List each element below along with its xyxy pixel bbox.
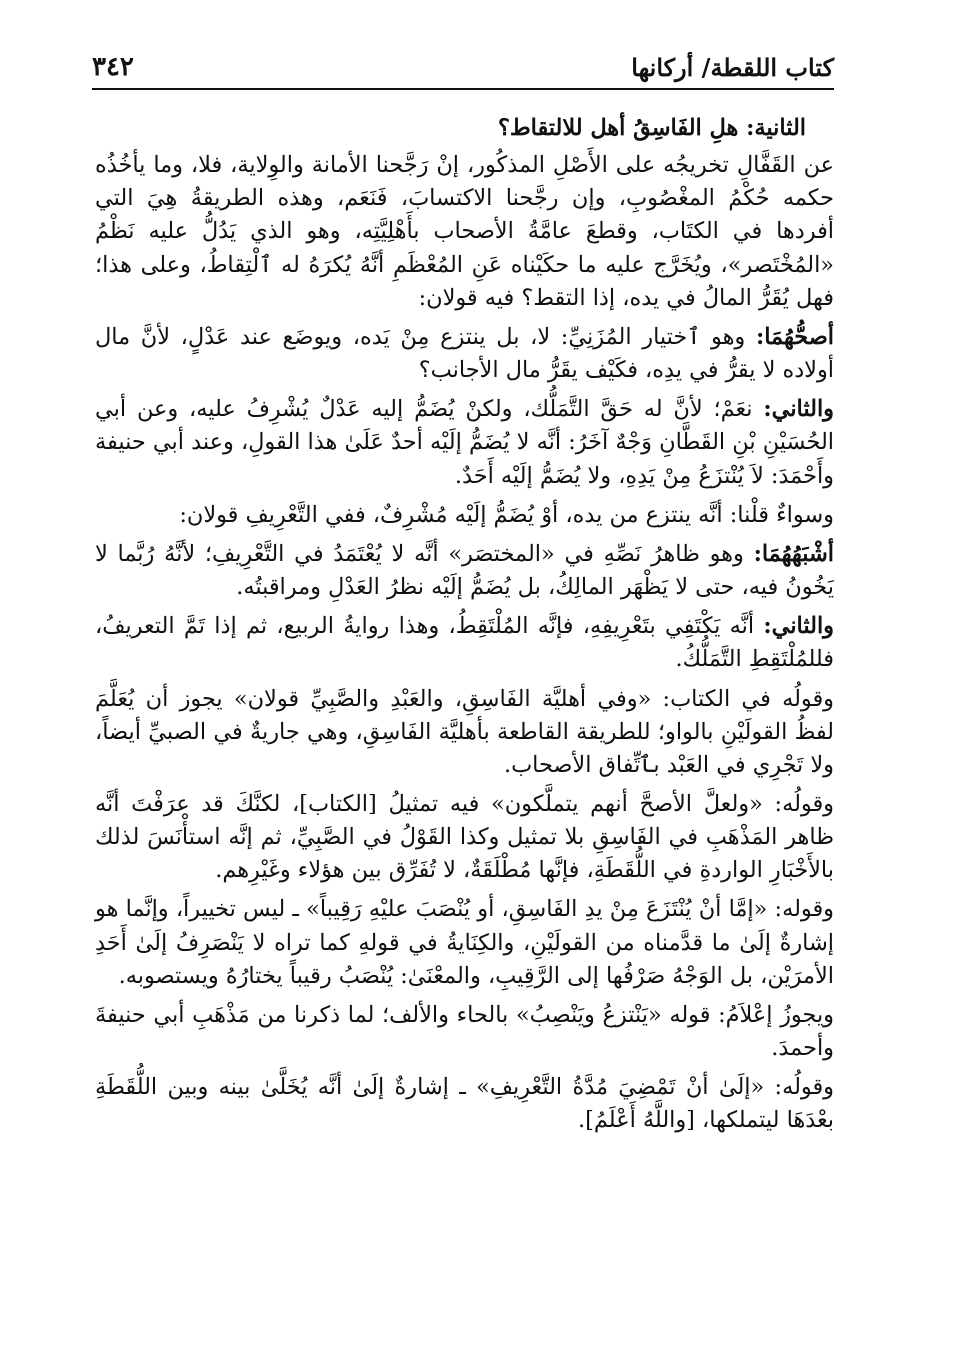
paragraph-text: ويجوزُ إعْلاَمُ: قوله «يَنْتزعُ ويَنْصِبُ» بالحاء والألف؛ لما ذكرنا من مَذْهَبِ أبي حنيفةَ وأحمدَ.	[95, 1001, 834, 1062]
heading-text: هلِ الفَاسِقُ أهل للالتقاط؟	[498, 115, 739, 141]
paragraph	[95, 538, 834, 604]
paragraph-text: وهو ٱختيار المُزَنِيِّ: لا، بل ينتزع مِنْ يَده، ويوضَع عند عَدْلٍ، لأنَّ مال أولاده لا يقرُّ في يدِه، فكَيْف يقَرُّ مال الأجانب؟	[95, 323, 834, 384]
paragraph-lead: أصحُّهُمَا:	[755, 323, 834, 350]
paragraph-lead: والثاني:	[763, 396, 834, 423]
paragraph	[95, 393, 834, 492]
paragraph-lead: والثاني:	[763, 613, 834, 640]
paragraph	[95, 1071, 834, 1137]
paragraph-text: وقوله: «إمَّا أنْ يُنْتَزَعَ مِنْ يدِ الفَاسِقِ، أو يُنْصَبَ عليْهِ رَقِيباً» ـ ليس تخييراً، وإنَّما هو إشارةٌ إلَىٰ ما قدَّمناه من القولَيْنِ، والكِنَايةُ في قولهِ كما تراه لا يَنْصَرِفُ إلَىٰ أَحَدِ الأمرَيْن، بل الوَجْهُ صَرْفُها إلى الرَّقِيبِ، والمعْنَىٰ: يُنْصَبُ رقيباً يختارُهُ ويستصوبه.	[95, 896, 834, 989]
paragraph	[95, 893, 834, 992]
section-heading	[95, 112, 834, 145]
paragraph-text: وسواءٌ قلْنا: أنَّه ينتزع من يده، أوْ يُضَمُّ إلَيْه مُشْرِفٌ، ففي التَّعْرِيفِ قولان:	[179, 501, 834, 528]
running-header	[92, 40, 834, 90]
main-text	[95, 112, 834, 1144]
paragraph	[95, 610, 834, 676]
heading-label: الثانية:	[746, 115, 806, 141]
paragraph	[95, 683, 834, 782]
paragraph-text: وقولُه: «إلَىٰ أنْ تَمْضِيَ مُدَّةُ التَّعْرِيفِ» ـ إشارةٌ إلَىٰ أنَّه يُخَلَّىٰ بينه وبين اللُّقَطَةِ بعْدَهَا ليتملكها، [واللَّهُ أَعْلَمُ].	[95, 1074, 834, 1134]
paragraph-text: وهو ظاهرُ نَصِّهِ في «المختصَر» أنَّه لا يُعْتَمَدُ في التَّعْرِيفِ؛ لأنَّهُ رُبَّما لا يَخُونُ فيه، حتى لا يَظْهَر المالِكُ، بل يُضَمُّ إلَيْه نظرُ العَدْلِ ومراقبتُه.	[95, 540, 834, 601]
paragraph	[95, 999, 834, 1065]
paragraph-text: عن القَفَّالِ تخريجُه على الأَصْلِ المذكُور، إنْ رَجَّحنا الأمانة والوِلاية، فلا، وما يأخُذُه حكمه حُكْمُ المغْصُوبِ، وإن رجَّحنا الاكتسابَ، فَنَعَم، وهذه الطريقةُ هِيَ التي أفردها في الكتَاب، وقطعَ عامَّةُ الأصحاب بأَهْلِيَّتِه، وهو الذي يَدُلُّ عليه نَظْمُ «المُخْتَصر»، ويُخَرَّج عليه ما حكَيْناه عَنِ المُعْظَمِ أنَّهُ يُكرَهُ له ٱلْتِقاطُ، وعلى هذا؛ فهل يُقَرُّ المالُ في يده، إذا التقط؟ فيه قولان:	[95, 152, 834, 311]
paragraph-text: وقولُه: «ولعلَّ الأصحَّ أنهم يتملَّكون» فيه تمثيلُ [الكتاب]، لكنَّكَ قد عرَفْتَ أنَّه ظاهر المَذْهَبِ في الفَاسِقِ بلا تمثيل وكذا القَوْلُ في الصَّبِيِّ، ثم إنَّه استأْنَسَ لذلك بالأَخْبَارِ الواردةِ في اللُّقَطَةِ، فإنَّها مُطْلَقَةٌ، لا تُفَرِّق بين هؤلاء وغَيْرِهم.	[95, 790, 834, 884]
paragraph	[95, 499, 834, 532]
chapter-title: كتاب اللقطة/ أركانها	[631, 53, 834, 82]
paragraph	[95, 321, 834, 387]
paragraph-text: نعَمْ؛ لأنَّ له حَقَّ التَّمَلُّك، ولكنْ يُضَمُّ إليه عَدْلٌ يُشْرِفُ عليه، وعن أبي الحُسَيْنِ بْنِ القَطَّانِ وَجْهٌ آخَرُ: أنَّه لا يُضَمُّ إلَيْه أحدٌ عَلَىٰ هذا القولِ، وعند أبي حنيفة وأَحْمَدَ: لاَ يُنْتزَعُ مِنْ يَدِهِ، ولا يُضَمُّ إلَيْه أَحَدٌ.	[95, 396, 834, 489]
page-number: ٣٤٢	[92, 52, 134, 82]
paragraph-text: أنَّه يَكْتَفِي بتَعْرِيفِهِ، فإنَّه المُلْتَقِطُ، وهذا روايةُ الربيع، ثم إذا تَمَّ التعريفُ، فللمُلْتَقِطِ التَّمَلُّكُ.	[95, 613, 834, 673]
paragraph	[95, 788, 834, 887]
paragraph	[95, 149, 834, 315]
paragraph-lead: أشْبَهُهُمَا:	[753, 540, 834, 567]
paragraph-text: وقولُه في الكتاب: «وفي أهليَّة الفَاسِقِ، والعَبْدِ والصَّبِيِّ قولان» يجوز أن يُعَلَّمَ لفظُ القولَيْنِ بالواو؛ للطريقة القاطعة بأهليَّة الفَاسِقِ، وهي جاريةٌ في الصبيِّ أيضاً، ولا تَجْرِي في العَبْد بٱتِّفاق الأصحاب.	[95, 685, 834, 778]
